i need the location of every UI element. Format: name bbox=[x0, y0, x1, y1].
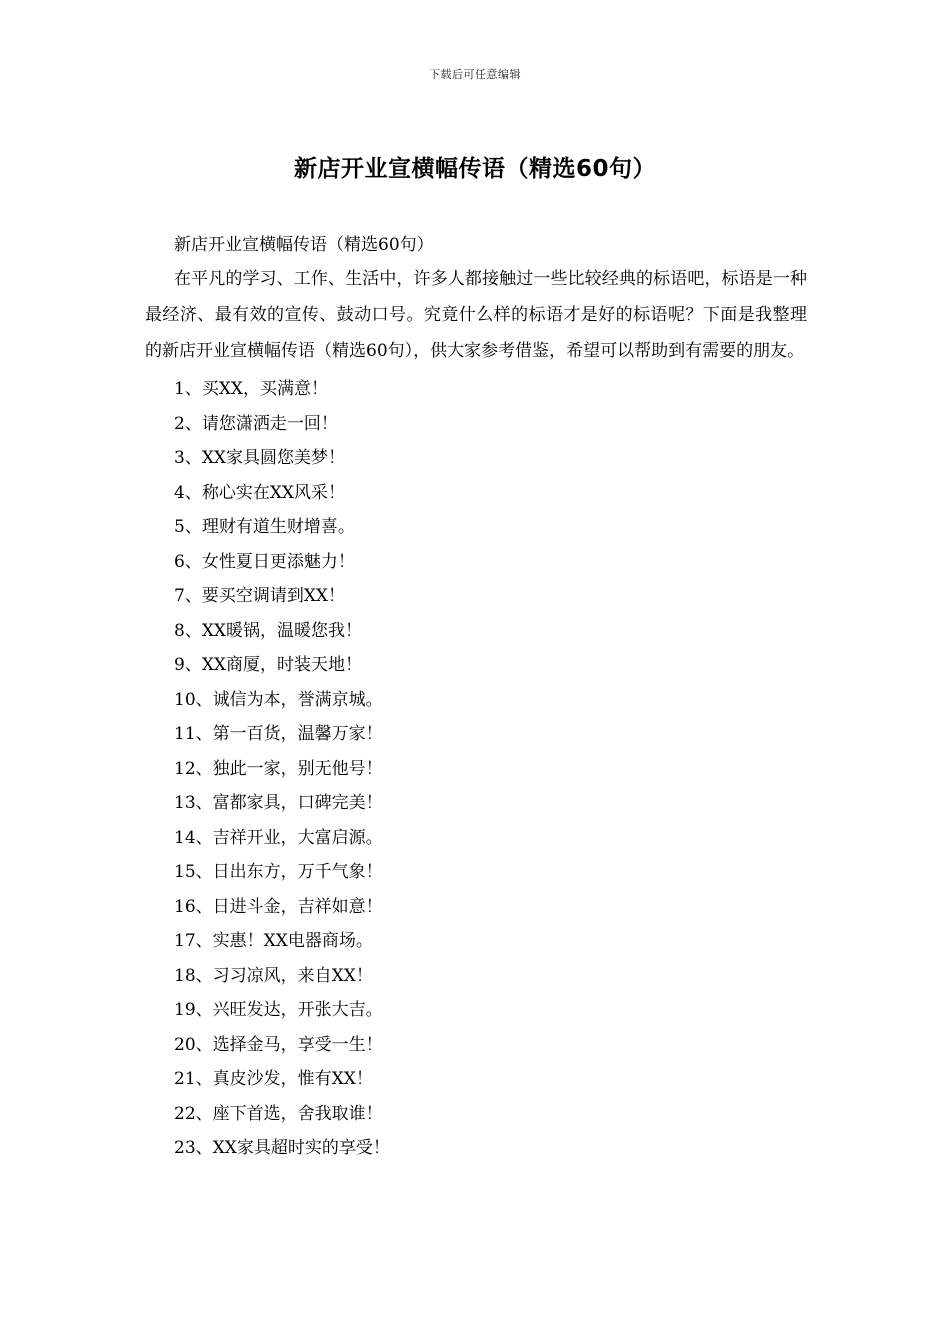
slogan-item: 14、吉祥开业，大富启源。 bbox=[174, 827, 383, 848]
slogan-item: 4、称心实在XX风采！ bbox=[174, 482, 346, 503]
slogan-item: 5、理财有道生财增喜。 bbox=[174, 517, 355, 537]
slogan-item: 22、座下首选，舍我取谁！ bbox=[174, 1103, 383, 1124]
slogan-item: 15、日出东方，万千气象！ bbox=[174, 862, 383, 882]
slogan-item: 9、XX商厦，时装天地！ bbox=[174, 655, 363, 675]
slogan-item: 7、要买空调请到XX！ bbox=[174, 586, 346, 606]
slogan-item: 19、兴旺发达，开张大吉。 bbox=[174, 1000, 383, 1020]
document-body bbox=[145, 230, 807, 1166]
slogan-item: 16、日进斗金，吉祥如意！ bbox=[174, 896, 383, 917]
slogan-item: 11、第一百货，温馨万家！ bbox=[174, 724, 383, 744]
slogan-item: 6、女性夏日更添魅力！ bbox=[174, 551, 355, 572]
slogan-item: 2、请您潇洒走一回！ bbox=[174, 413, 338, 434]
slogan-item: 20、选择金马，享受一生！ bbox=[174, 1034, 383, 1055]
slogan-item: 10、诚信为本，誉满京城。 bbox=[174, 689, 383, 710]
document-subtitle: 新店开业宣横幅传语（精选60句） bbox=[174, 235, 434, 255]
slogan-item: 23、XX家具超时实的享受！ bbox=[174, 1138, 390, 1158]
slogan-item: 8、XX暖锅，温暖您我！ bbox=[174, 620, 363, 641]
slogan-item: 12、独此一家，别无他号！ bbox=[174, 758, 383, 779]
slogan-item: 18、习习凉风，来自XX！ bbox=[174, 965, 373, 986]
slogan-item: 17、实惠！XX电器商场。 bbox=[174, 931, 373, 951]
slogan-item: 13、富都家具，口碑完美！ bbox=[174, 793, 383, 813]
slogan-item: 3、XX家具圆您美梦！ bbox=[174, 448, 346, 468]
intro-paragraph: 在平凡的学习、工作、生活中，许多人都接触过一些比较经典的标语吧，标语是一种最经济、最有效的宣传、鼓动口号。究竟什么样的标语才是好的标语呢？下面是我整理的新店开业宣横幅传语（精选60句），供大家参考借鉴，希望可以帮助到有需要的朋友。 bbox=[145, 269, 807, 361]
slogan-item: 1、买XX，买满意！ bbox=[174, 379, 329, 399]
slogan-list bbox=[145, 372, 807, 1166]
page-header-note: 下载后可任意编辑 bbox=[429, 68, 521, 81]
document-title: 新店开业宣横幅传语（精选60句） bbox=[293, 156, 656, 182]
slogan-item: 21、真皮沙发，惟有XX！ bbox=[174, 1069, 373, 1089]
